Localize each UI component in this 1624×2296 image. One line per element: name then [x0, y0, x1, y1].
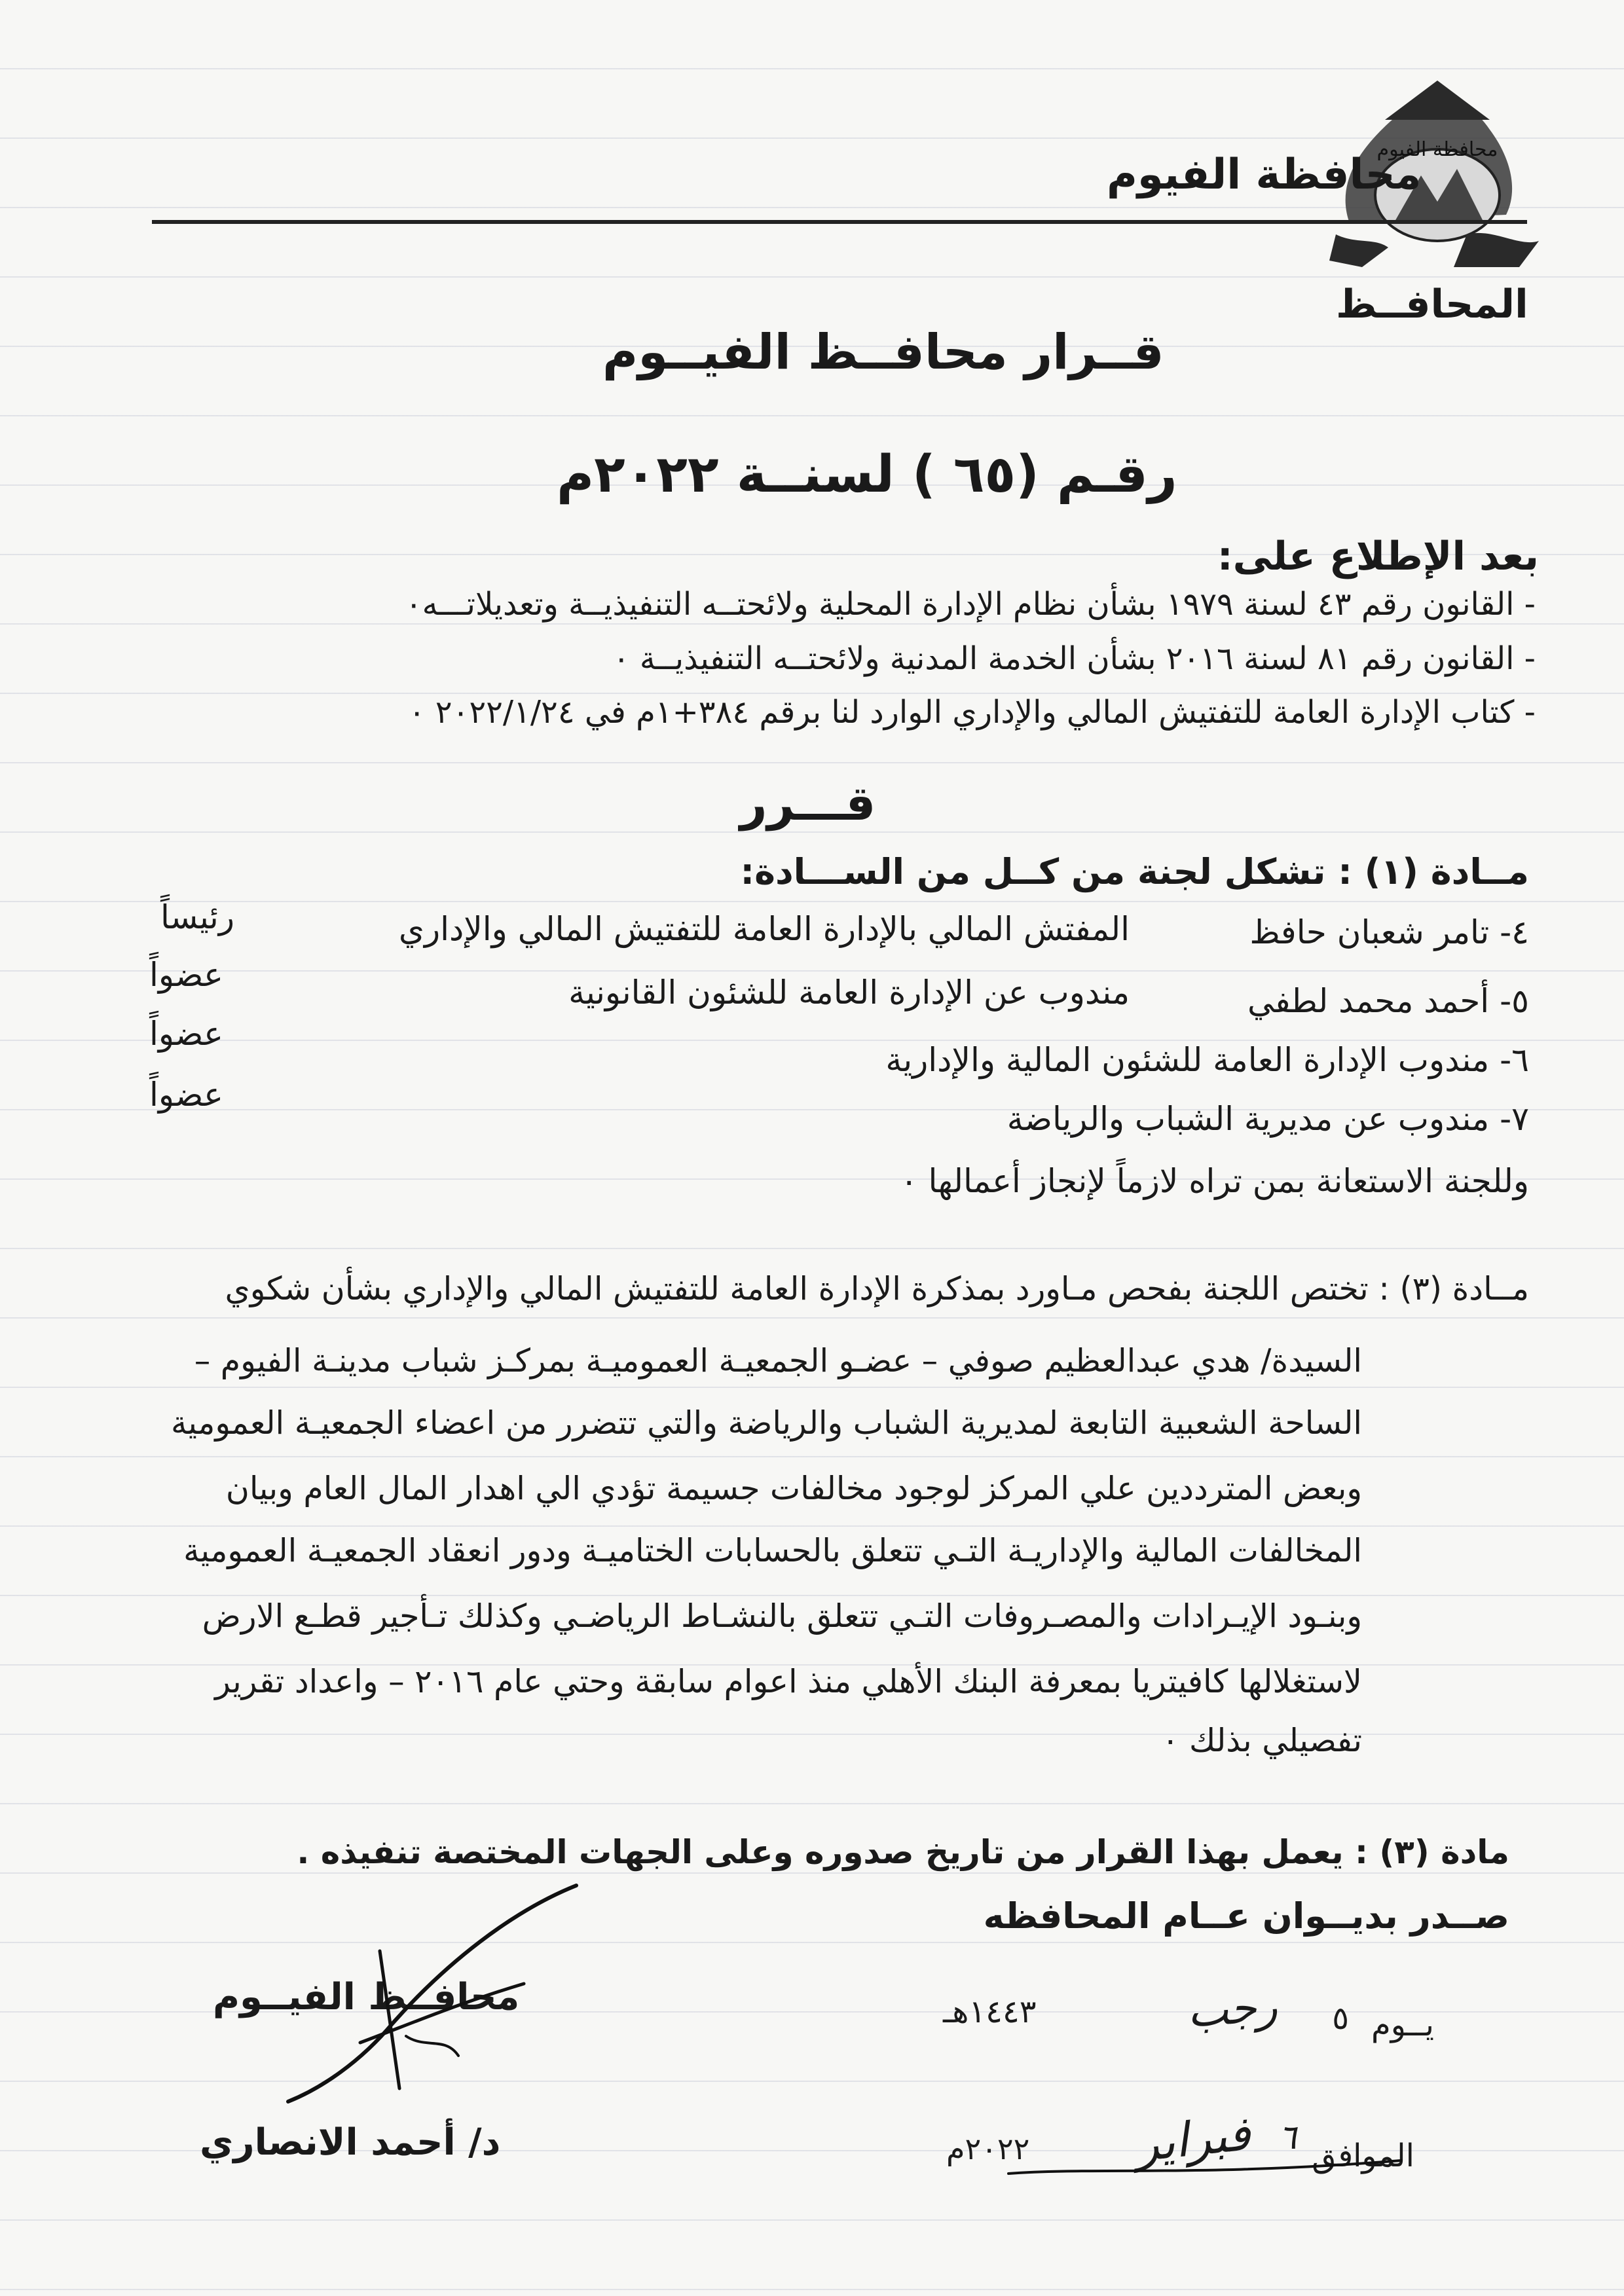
- hijri-year: ١٤٤٣هـ: [943, 1994, 1037, 2030]
- member-role: عضواً: [149, 1076, 223, 1114]
- header-rule: [152, 220, 1527, 224]
- preamble-item: - كتاب الإدارة العامة للتفتيش المالي والإداري الوارد لنا برقم ٣٨٤+١م في ٢٠٢٢/١/٢٤ ٠: [408, 694, 1536, 731]
- governorate-name: محافظة الفيوم: [1107, 151, 1422, 199]
- preamble-item: - القانون رقم ٤٣ لسنة ١٩٧٩ بشأن نظام الإدارة المحلية ولائحتــه التنفيذيــة وتعديلاتـــه٠: [405, 586, 1536, 623]
- member-name: ٧- مندوب عن مديرية الشباب والرياضة: [1006, 1100, 1529, 1138]
- article2-line: الساحة الشعبية التابعة لمديرية الشباب والرياضة والتي تتضرر من اعضاء الجمعيـة العمومية: [171, 1404, 1362, 1442]
- article2-line: مــادة (٣) : تختص اللجنة بفحص مـاورد بمذكرة الإدارة العامة للتفتيش المالي والإداري بشأن شكوي: [225, 1270, 1529, 1307]
- article2-line: لاستغلالها كافيتريا بمعرفة البنك الأهلي منذ اعوام سابقة وحتي عام ٢٠١٦ – واعداد تقرير: [215, 1663, 1362, 1700]
- handwritten-month: رجب: [1185, 1980, 1279, 2037]
- svg-text:محافظة الفيوم: محافظة الفيوم: [1376, 138, 1498, 161]
- article2-line: المخالفات المالية والإداريـة التـي تتعلق بالحسابات الختاميـة ودور انعقاد الجمعيـة العمومية: [183, 1532, 1362, 1569]
- office-label: المحافــظ: [1336, 282, 1528, 327]
- member-role: عضواً: [149, 956, 223, 994]
- decided-heading: قـــرر: [740, 776, 876, 831]
- handwritten-greg-month: فبراير: [1133, 2105, 1253, 2172]
- article3-text: مادة (٣) : يعمل بهذا القرار من تاريخ صدوره وعلى الجهات المختصة تنفيذه .: [297, 1833, 1509, 1871]
- article1-heading: مــادة (١) : تشكل لجنة من كــل من الســـادة:: [740, 851, 1529, 892]
- corresponding-label: الموافق: [1312, 2138, 1414, 2174]
- day-label: يــوم: [1371, 2007, 1434, 2043]
- issued-at: صــدر بديــوان عــام المحافظه: [983, 1895, 1509, 1937]
- signatory-title: محافــظ الفيــوم: [213, 1976, 520, 2018]
- preamble-heading: بعد الإطلاع على:: [1217, 534, 1539, 579]
- signatory-name: د/ أحمد الانصاري: [200, 2121, 501, 2164]
- preamble-item: - القانون رقم ٨١ لسنة ٢٠١٦ بشأن الخدمة المدنية ولائحتــه التنفيذيــة ٠: [612, 640, 1536, 677]
- article2-line: وبعض المترددين علي المركز لوجود مخالفات جسيمة تؤدي الي اهدار المال العام وبيان: [225, 1470, 1362, 1507]
- member-position: المفتش المالي بالإدارة العامة للتفتيش المالي والإداري: [398, 910, 1130, 948]
- member-role: عضواً: [149, 1015, 223, 1053]
- member-name: ٦- مندوب الإدارة العامة للشئون المالية والإدارية: [885, 1041, 1529, 1079]
- member-position: مندوب عن الإدارة العامة للشئون القانونية: [568, 974, 1130, 1011]
- article2-line: تفصيلي بذلك ٠: [1162, 1722, 1362, 1759]
- article1-note: وللجنة الاستعانة بمن تراه لازماً لإنجاز أعمالها ٠: [900, 1162, 1529, 1200]
- member-name: ٤- تامر شعبان حافظ: [1249, 913, 1529, 951]
- day-value: ٥: [1332, 2000, 1349, 2037]
- signature-mark: [249, 1872, 616, 2121]
- article2-line: السيدة/ هدي عبدالعظيم صوفي – عضـو الجمعيـة العموميـة بمركـز شباب مدينـة الفيوم –: [194, 1342, 1362, 1379]
- date-underline: [1002, 2147, 1408, 2187]
- decision-number: رقـم (٦٥ ) لسنــة ٢٠٢٢م: [557, 445, 1177, 504]
- decision-title: قــرار محافــظ الفيــوم: [602, 324, 1164, 380]
- greg-day: ٦: [1278, 2118, 1297, 2157]
- article2-line: وبنـود الإيـرادات والمصـروفات التـي تتعلق بالنشـاط الرياضـي وكذلك تـأجير قطـع الارض: [202, 1597, 1362, 1635]
- member-role: رئيساً: [160, 898, 234, 936]
- greg-year: ٢٠٢٢م: [946, 2131, 1030, 2166]
- member-name: ٥- أحمد محمد لطفي: [1247, 982, 1529, 1020]
